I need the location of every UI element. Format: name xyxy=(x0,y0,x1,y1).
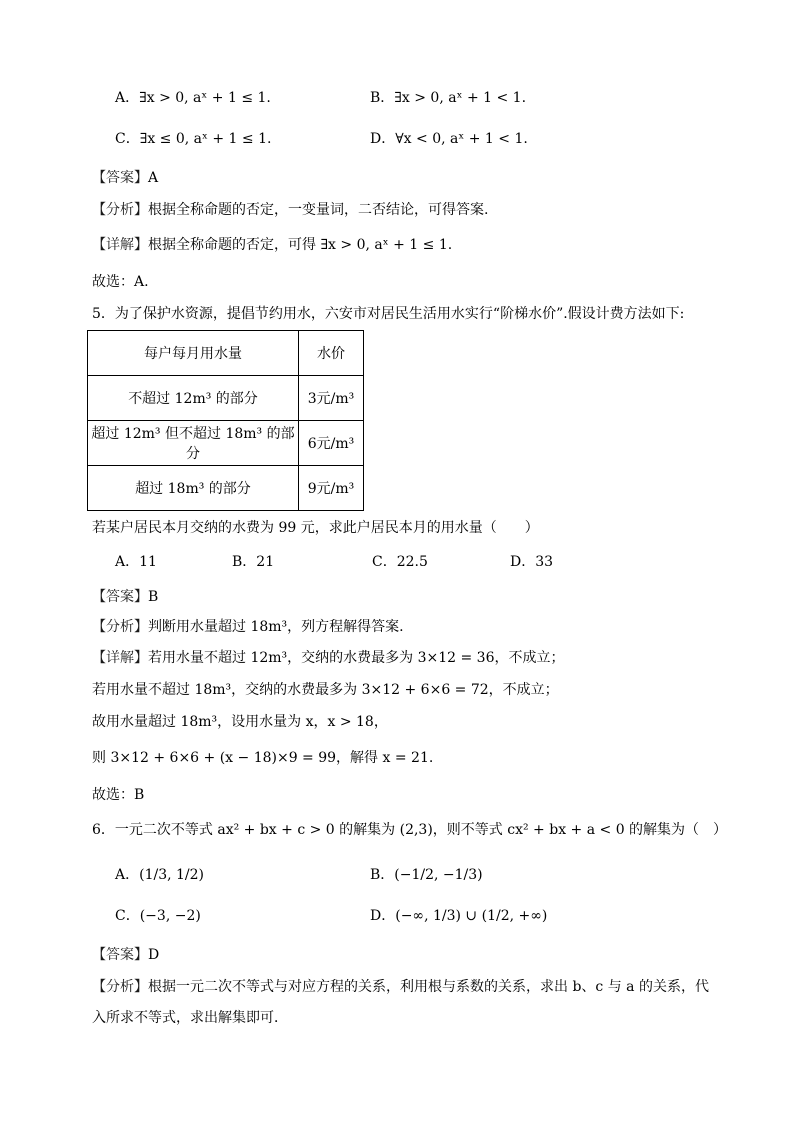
option-label: B． xyxy=(370,90,395,106)
table-cell: 不超过 12m³ 的部分 xyxy=(88,376,299,421)
option-text: ∀x < 0, aˣ + 1 < 1. xyxy=(395,131,528,147)
q5-choose: 故选：B xyxy=(92,787,145,803)
table-header-row xyxy=(88,331,364,376)
analysis-tag: 【分析】 xyxy=(92,202,148,218)
option-label: A． xyxy=(115,90,140,106)
q6-option-b xyxy=(370,865,483,885)
option-label: D． xyxy=(370,131,396,147)
answer-tag: 【答案】 xyxy=(92,947,148,963)
option-text: (1/3, 1/2) xyxy=(139,867,205,883)
option-text: (−1/2, −1/3) xyxy=(394,867,483,883)
q6-analysis-line: 入所求不等式，求出解集即可． xyxy=(92,1010,288,1026)
q5-detail-line: 若用水量不超过 18m³，交纳的水费最多为 3×12 + 6×6 = 72，不成立； xyxy=(92,682,559,698)
analysis-text: 判断用水量超过 18m³，列方程解得答案. xyxy=(148,619,404,635)
q4-option-b xyxy=(370,88,526,108)
answer-value: D xyxy=(148,947,160,963)
option-label: B． xyxy=(232,554,257,570)
q4-detail xyxy=(92,235,452,255)
answer-value: B xyxy=(148,589,159,605)
q4-answer xyxy=(92,168,158,188)
table-header: 每户每月用水量 xyxy=(88,331,299,376)
q5-option-b xyxy=(232,552,274,572)
q5-detail xyxy=(92,648,565,668)
analysis-tag: 【分析】 xyxy=(92,619,148,635)
table-cell: 9元/m³ xyxy=(299,466,364,511)
detail-tag: 【详解】 xyxy=(92,650,148,666)
q6-stem: 6．一元二次不等式 ax² + bx + c > 0 的解集为 (2,3)，则不等式 cx² + bx + a < 0 的解集为（ ） xyxy=(92,822,728,838)
option-label: C． xyxy=(372,554,397,570)
option-label: A． xyxy=(115,554,140,570)
q6-option-d xyxy=(370,906,547,926)
detail-text: 根据全称命题的否定，可得 ∃x > 0, aˣ + 1 ≤ 1. xyxy=(148,237,453,253)
table-cell: 超过 18m³ 的部分 xyxy=(88,466,299,511)
q6-answer xyxy=(92,945,159,965)
option-text: 33 xyxy=(535,554,554,570)
option-text: (−3, −2) xyxy=(139,908,201,924)
option-text: 21 xyxy=(256,554,275,570)
answer-tag: 【答案】 xyxy=(92,589,148,605)
q5-option-a xyxy=(115,552,157,572)
q5-question: 若某户居民本月交纳的水费为 99 元，求此户居民本月的用水量（ ） xyxy=(92,520,539,536)
option-label: D． xyxy=(370,908,396,924)
option-text: 11 xyxy=(139,554,157,570)
q6-option-a xyxy=(115,865,204,885)
option-label: A． xyxy=(115,867,140,883)
option-label: B． xyxy=(370,867,395,883)
q5-analysis xyxy=(92,617,404,637)
q6-analysis xyxy=(92,977,709,997)
table-cell: 6元/m³ xyxy=(299,421,364,466)
detail-tag: 【详解】 xyxy=(92,237,148,253)
water-price-table xyxy=(87,330,364,511)
q4-choose: 故选：A. xyxy=(92,274,149,290)
q5-detail-line: 故用水量超过 18m³，设用水量为 x，x > 18， xyxy=(92,714,388,730)
analysis-text: 根据全称命题的否定，一变量词，二否结论，可得答案. xyxy=(148,202,489,218)
option-text: ∃x ≤ 0, aˣ + 1 ≤ 1. xyxy=(139,131,272,147)
table-cell: 3元/m³ xyxy=(299,376,364,421)
table-row xyxy=(88,376,364,421)
q4-analysis xyxy=(92,200,488,220)
q5-option-c xyxy=(372,552,428,572)
q4-option-d xyxy=(370,129,528,149)
q6-option-c xyxy=(115,906,201,926)
q4-option-c xyxy=(115,129,271,149)
q4-option-a xyxy=(115,88,271,108)
detail-text: 若用水量不超过 12m³，交纳的水费最多为 3×12 = 36，不成立； xyxy=(148,650,565,666)
q5-option-d xyxy=(510,552,553,572)
option-label: C． xyxy=(115,131,140,147)
option-text: ∃x > 0, aˣ + 1 ≤ 1. xyxy=(139,90,271,106)
answer-tag: 【答案】 xyxy=(92,170,148,186)
answer-value: A xyxy=(148,170,159,186)
q5-detail-line: 则 3×12 + 6×6 + (x − 18)×9 = 99，解得 x = 21. xyxy=(92,750,434,766)
option-label: C． xyxy=(115,908,140,924)
option-text: ∃x > 0, aˣ + 1 < 1. xyxy=(394,90,527,106)
q5-stem: 5．为了保护水资源，提倡节约用水，六安市对居民生活用水实行“阶梯水价”.假设计费方法如下: xyxy=(92,306,685,322)
q5-answer xyxy=(92,587,158,607)
table-cell: 超过 12m³ 但不超过 18m³ 的部分 xyxy=(88,421,299,466)
analysis-text: 根据一元二次不等式与对应方程的关系，利用根与系数的关系，求出 b、c 与 a 的关系，代 xyxy=(148,979,709,995)
option-label: D． xyxy=(510,554,536,570)
table-row xyxy=(88,421,364,466)
table-header: 水价 xyxy=(299,331,364,376)
analysis-tag: 【分析】 xyxy=(92,979,148,995)
option-text: (−∞, 1/3) ∪ (1/2, +∞) xyxy=(395,908,548,924)
table-row xyxy=(88,466,364,511)
option-text: 22.5 xyxy=(396,554,428,570)
